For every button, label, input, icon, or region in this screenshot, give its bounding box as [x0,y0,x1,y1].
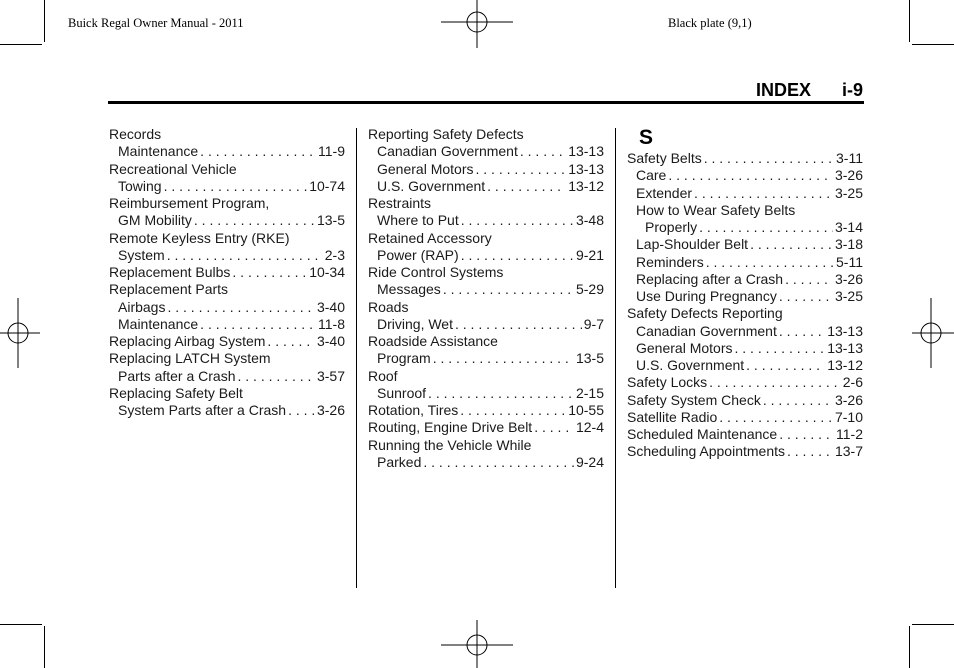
entry-page-ref[interactable]: 3-18 [834,236,863,253]
index-letter-heading: S [639,126,654,149]
entry-label: Replacing after a Crash [636,270,784,287]
crop-mark [44,0,45,42]
dot-leader [699,219,833,236]
entry-page-ref[interactable]: 5-11 [836,253,863,270]
entry-page-ref[interactable]: 13-12 [568,177,604,194]
dot-leader [779,288,833,305]
dot-leader [238,368,315,385]
dot-leader [461,212,574,229]
index-entry [627,426,863,443]
index-subentry [368,143,604,160]
index-subentry [627,340,863,357]
header-rule [108,101,864,104]
dot-leader [167,247,323,264]
index-subentry [627,185,863,202]
entry-page-ref[interactable]: 10-55 [568,402,604,418]
dot-leader [787,443,833,460]
dot-leader [460,402,566,419]
dot-leader [267,333,315,350]
index-entry [109,126,345,143]
index-entry [368,402,604,419]
section-title: INDEX [756,80,812,100]
crop-mark [912,624,954,625]
index-entry [109,264,345,281]
crop-mark [909,0,910,42]
entry-page-ref[interactable]: 3-26 [316,402,345,418]
entry-page-ref[interactable]: 13-5 [575,350,604,367]
column-divider [615,128,616,588]
index-subentry [627,167,863,184]
index-entry [109,195,345,212]
entry-label: GM Mobility [118,212,192,229]
entry-label: Reporting Safety Defects [368,126,524,142]
index-entry [368,264,604,281]
dot-leader [709,374,841,391]
manual-title: Buick Regal Owner Manual - 2011 [68,16,244,30]
entry-page-ref[interactable]: 3-48 [575,212,604,229]
index-entry [627,443,863,460]
entry-page-ref[interactable]: 2-6 [842,374,863,391]
entry-label: Routing, Engine Drive Belt [368,419,533,436]
dot-leader [779,426,834,443]
registration-mark-icon [441,618,513,668]
index-subentry [627,202,863,219]
index-subentry [627,357,863,374]
index-subentry [368,316,604,333]
entry-label: Rotation, Tires [368,402,459,418]
dot-leader [433,350,574,367]
index-subentry [109,212,345,229]
index-entry [627,374,863,391]
entry-label: Canadian Government [636,322,777,339]
entry-label: Airbags [118,298,166,315]
entry-label: Where to Put [377,212,459,229]
index-entry [109,350,345,367]
registration-mark-icon [912,298,954,368]
entry-page-ref[interactable]: 11-9 [318,143,345,160]
index-entry [109,385,345,402]
plate-label: Black plate (9,1) [668,16,752,30]
index-subentry [368,454,604,471]
entry-label: Program [377,350,431,367]
entry-page-ref[interactable]: 3-40 [316,298,345,315]
entry-label: Roads [368,298,409,315]
entry-label: Scheduled Maintenance [627,426,778,442]
index-entry [368,126,604,143]
entry-label: Parked [377,453,422,470]
index-subentry [368,385,604,402]
entry-label: System Parts after a Crash [118,402,287,418]
dot-leader [719,409,833,426]
entry-page-ref[interactable]: 11-2 [836,426,863,442]
crop-mark [909,626,910,668]
entry-label: U.S. Government [636,357,745,373]
entry-label: Safety Belts [627,150,702,166]
dot-leader [288,402,315,419]
entry-page-ref[interactable]: 9-21 [575,246,604,263]
entry-label: U.S. Government [377,177,486,194]
registration-mark-icon [0,298,40,368]
entry-label: Safety Defects Reporting [627,305,783,322]
dot-leader [520,143,566,160]
entry-label: Driving, Wet [377,315,453,332]
index-column-1 [109,126,345,419]
index-column-3 [627,126,863,461]
entry-label: Safety System Check [627,391,761,408]
dot-leader [746,357,825,374]
entry-label: Safety Locks [627,374,708,391]
entry-label: Canadian Government [377,143,518,160]
index-entry [368,299,604,316]
index-entry [627,150,863,167]
entry-page-ref[interactable]: 13-13 [568,160,604,177]
entry-label: Replacing Airbag System [109,333,266,349]
index-subentry [368,247,604,264]
index-entry [109,281,345,298]
index-entry [368,437,604,454]
index-subentry [627,323,863,340]
entry-label: Roof [368,367,398,384]
index-subentry [627,219,863,236]
entry-page-ref[interactable]: 9-24 [575,453,604,470]
index-entry [368,333,604,350]
entry-page-ref[interactable]: 13-5 [316,212,345,229]
index-subentry [109,402,345,419]
dot-leader [164,178,308,195]
dot-leader [167,299,315,316]
entry-label: Maintenance [118,143,199,160]
entry-page-ref[interactable]: 3-11 [836,150,863,166]
index-entry [627,392,863,409]
index-entry [627,409,863,426]
entry-label: Roadside Assistance [368,333,498,349]
entry-label: Restraints [368,195,432,211]
dot-leader [785,271,833,288]
entry-page-ref[interactable]: 2-15 [575,384,604,401]
dot-leader [200,143,316,160]
entry-label: General Motors [636,339,733,356]
entry-label: Sunroof [377,384,427,401]
entry-label: Use During Pregnancy [636,288,777,304]
index-subentry [109,247,345,264]
dot-leader [694,185,833,202]
dot-leader [704,150,834,167]
index-subentry [627,271,863,288]
entry-page-ref[interactable]: 11-8 [318,315,345,332]
index-entry [368,195,604,212]
entry-page-ref[interactable]: 3-25 [834,184,863,201]
dot-leader [461,247,574,264]
entry-label: Parts after a Crash [118,367,236,384]
index-subentry [109,299,345,316]
index-subentry [627,288,863,305]
entry-label: Reimbursement Program, [109,195,270,211]
entry-label: Satellite Radio [627,408,718,425]
dot-leader [734,340,825,357]
entry-page-ref[interactable]: 2-3 [324,246,345,263]
entry-label: Power (RAP) [377,246,459,263]
entry-label: Lap-Shoulder Belt [636,236,749,253]
index-subentry [368,350,604,367]
dot-leader [534,419,574,436]
entry-label: Maintenance [118,315,199,332]
entry-page-ref[interactable]: 3-40 [316,333,345,349]
entry-label: Replacement Parts [109,281,229,298]
crop-mark [912,44,954,45]
entry-label: Towing [118,177,162,194]
dot-leader [763,392,833,409]
entry-label: Messages [377,281,441,298]
index-subentry [368,161,604,178]
index-subentry [368,178,604,195]
entry-label: Replacing Safety Belt [109,384,243,401]
entry-label: Replacement Bulbs [109,264,231,280]
index-subentry [109,143,345,160]
entry-page-ref[interactable]: 13-13 [827,322,863,339]
entry-page-ref[interactable]: 9-7 [583,315,604,332]
index-subentry [109,178,345,195]
entry-label: Records [109,126,162,142]
crop-mark [0,44,42,45]
entry-page-ref[interactable]: 12-4 [575,419,604,436]
index-column-2 [368,126,604,471]
entry-page-ref[interactable]: 13-13 [568,143,604,160]
entry-page-ref[interactable]: 10-34 [309,264,345,280]
entry-page-ref[interactable]: 5-29 [575,281,604,298]
entry-page-ref[interactable]: 10-74 [309,177,345,194]
entry-page-ref[interactable]: 3-26 [834,391,863,408]
crop-mark [0,624,42,625]
index-entry [109,333,345,350]
entry-page-ref[interactable]: 3-57 [316,367,345,384]
index-entry [368,368,604,385]
entry-page-ref[interactable]: 3-25 [834,288,863,304]
dot-leader [455,316,582,333]
dot-leader [668,167,833,184]
dot-leader [194,212,315,229]
dot-leader [232,264,307,281]
dot-leader [428,385,574,402]
entry-label: Scheduling Appointments [627,443,785,460]
index-entry [109,161,345,178]
dot-leader [779,323,825,340]
index-subentry [368,281,604,298]
dot-leader [443,281,574,298]
entry-label: Replacing LATCH System [109,350,271,367]
entry-label: Extender [636,184,693,201]
index-entry [109,230,345,247]
entry-page-ref[interactable]: 13-7 [834,443,863,460]
entry-label: General Motors [377,160,474,177]
entry-label: Care [636,167,667,184]
crop-mark [44,626,45,668]
page-number: i-9 [842,80,864,100]
entry-page-ref[interactable]: 7-10 [834,408,863,425]
entry-page-ref[interactable]: 3-14 [834,219,863,235]
entry-label: Properly [645,219,698,235]
dot-leader [750,236,833,253]
index-subentry [627,254,863,271]
entry-label: Recreational Vehicle [109,160,237,177]
entry-label: Retained Accessory [368,229,492,246]
index-entry [368,419,604,436]
entry-label: Reminders [636,253,704,270]
index-subentry [368,212,604,229]
entry-page-ref[interactable]: 3-26 [834,270,863,287]
index-entry [368,230,604,247]
index-subentry [109,316,345,333]
column-divider [356,128,357,588]
entry-label: Remote Keyless Entry (RKE) [109,229,290,246]
index-entry [627,305,863,322]
entry-label: Ride Control Systems [368,264,504,280]
entry-label: System [118,246,165,263]
dot-leader [423,454,574,471]
index-subentry [109,368,345,385]
dot-leader [706,254,834,271]
entry-label: Running the Vehicle While [368,436,532,453]
entry-page-ref[interactable]: 13-13 [827,339,863,356]
entry-label: How to Wear Safety Belts [636,201,796,218]
dot-leader [200,316,316,333]
registration-mark-icon [441,0,513,50]
dot-leader [475,161,566,178]
entry-page-ref[interactable]: 13-12 [827,357,863,373]
entry-page-ref[interactable]: 3-26 [834,167,863,184]
index-subentry [627,236,863,253]
dot-leader [487,178,566,195]
